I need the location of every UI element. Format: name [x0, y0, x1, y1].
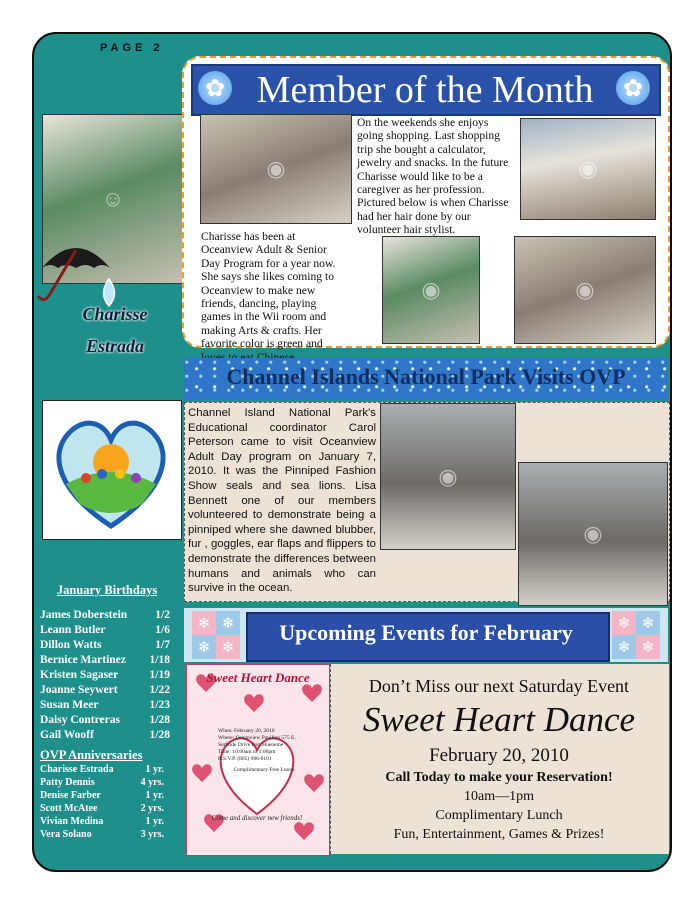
snowflake-icon: ❄ — [612, 611, 636, 635]
anniversary-row — [40, 828, 164, 841]
poster-time-label: Time: — [218, 749, 231, 755]
photo-pinniped-costume — [380, 403, 516, 550]
anniversary-name: Charisse Estrada — [40, 764, 114, 775]
birthdays-section — [32, 578, 182, 848]
birthday-name: Gail Wooff — [40, 729, 94, 741]
camera-icon: ◉ — [578, 156, 598, 181]
birthday-row — [40, 608, 170, 623]
camera-icon: ◉ — [266, 156, 286, 181]
anniversary-name: Denise Farber — [40, 790, 101, 801]
birthday-date: 1/28 — [149, 714, 170, 726]
photo-hair-done — [382, 236, 480, 344]
camera-icon: ◉ — [438, 463, 458, 489]
poster-when-label: When: — [218, 728, 233, 734]
anniversary-row — [40, 815, 164, 828]
snowflake-icon: ❄ — [636, 611, 660, 635]
anniversary-years: 4 yrs. — [140, 777, 164, 788]
poster-title: Sweet Heart Dance — [206, 670, 310, 685]
channel-islands-body: Channel Island National Park's Educational coordinator Carol Peterson came to visit Oceanview Adult Day program on January 7, 2010. It was the Pinniped Fashion Show seals and sea lions. Lisa Bennett one of our members volunteered to demonstrate being a pinniped where she dawned blubber, fur , goggles, ear flaps and flippers to demonstrate the differences between humans and animals who can survive in the ocean. — [188, 407, 376, 595]
event-fun: Fun, Entertainment, Games & Prizes! — [393, 827, 605, 842]
event-reservation-call: Call Today to make your Reservation! — [385, 770, 613, 785]
poster-rsvp: R.S.V.P. (805) 986-6101 — [218, 756, 272, 762]
snowflake-icon: ❄ — [216, 635, 240, 659]
poster-where-value: Oceanview Pavilion 575 E. Surfside Drive Port Hueneme — [218, 735, 296, 748]
birthday-row — [40, 683, 170, 698]
anniversary-row — [40, 776, 164, 789]
flower-icon: ✿ — [616, 71, 650, 105]
poster-footer: Come and discover new friends! — [211, 814, 303, 822]
poster-where-label: Where: — [218, 735, 235, 741]
anniversary-years: 2 yrs. — [140, 803, 164, 814]
birthday-name: Bernice Martinez — [40, 654, 126, 666]
snowflake-icon: ❄ — [612, 635, 636, 659]
page-label: PAGE 2 — [100, 42, 164, 54]
birthday-name: Daisy Contreras — [40, 714, 120, 726]
flower-icon: ✿ — [198, 71, 232, 105]
anniversary-name: Patty Dennis — [40, 777, 95, 788]
poster-when-value: February 20, 2010 — [234, 728, 275, 734]
birthday-date: 1/23 — [149, 699, 170, 711]
birthday-date: 1/7 — [155, 639, 170, 651]
snowflake-tile — [192, 611, 240, 659]
photo-with-stylist — [514, 236, 656, 344]
member-paragraph-right: On the weekends she enjoys going shopping. Last shopping trip she bought a calculator, jewelry and snacks. In the future Charisse would like to be a caregiver as her profession. Pictured below is when Charisse had her hair done by our volunteer hair stylist. — [357, 116, 509, 237]
birthday-name: Joanne Seywert — [40, 684, 118, 696]
event-date: February 20, 2010 — [429, 745, 569, 766]
birthday-date: 1/28 — [149, 729, 170, 741]
birthday-row — [40, 638, 170, 653]
photo-member-smiling — [520, 118, 656, 220]
camera-icon: ◉ — [583, 521, 603, 546]
anniversary-row — [40, 763, 164, 776]
birthday-row — [40, 653, 170, 668]
upcoming-events-title: Upcoming Events for February — [279, 620, 573, 645]
photo-flippers-demo — [518, 462, 668, 606]
birthday-name: Kristen Sagaser — [40, 669, 119, 681]
heart-kids-icon — [46, 404, 176, 534]
birthday-name: James Doberstein — [40, 609, 128, 621]
camera-icon: ◉ — [575, 277, 595, 302]
birthday-date: 1/19 — [149, 669, 170, 681]
anniversaries-list — [32, 763, 182, 841]
birthdays-heading: January Birthdays — [56, 583, 158, 597]
poster-lunch: Complimentary Free Lunch — [233, 767, 295, 773]
event-time: 10am—1pm — [464, 789, 534, 804]
anniversary-row — [40, 802, 164, 815]
anniversary-years: 3 yrs. — [140, 829, 164, 840]
channel-islands-title: Channel Islands National Park Visits OVP — [226, 364, 626, 389]
snowflake-tile — [612, 611, 660, 659]
birthday-row — [40, 668, 170, 683]
poster-time-value: 10:00am to 1:00pm — [232, 749, 276, 755]
birthday-row — [40, 623, 170, 638]
poster-details — [218, 728, 310, 774]
event-teaser: Don’t Miss our next Saturday Event — [368, 676, 630, 696]
member-first-name: Charisse — [82, 304, 148, 324]
birthdays-list — [32, 608, 182, 743]
birthday-row — [40, 698, 170, 713]
birthday-row — [40, 713, 170, 728]
anniversary-name: Scott McAtee — [40, 803, 98, 814]
birthday-date: 1/22 — [149, 684, 170, 696]
snowflake-icon: ❄ — [192, 611, 216, 635]
event-lunch: Complimentary Lunch — [435, 808, 563, 823]
person-icon: ☺ — [101, 186, 125, 211]
anniversary-name: Vera Solano — [40, 829, 92, 840]
event-name: Sweet Heart Dance — [362, 700, 636, 739]
birthday-name: Susan Meer — [40, 699, 99, 711]
birthday-row — [40, 728, 170, 743]
snowflake-icon: ❄ — [216, 611, 240, 635]
snowflake-icon: ❄ — [192, 635, 216, 659]
birthday-date: 1/18 — [149, 654, 170, 666]
anniversary-years: 1 yr. — [145, 764, 164, 775]
anniversaries-heading: OVP Anniversaries — [40, 748, 143, 762]
member-last-name: Estrada — [85, 336, 145, 356]
camera-icon: ◉ — [421, 277, 441, 302]
photo-group-girls — [200, 114, 352, 224]
birthday-date: 1/6 — [155, 624, 170, 636]
snowflake-icon: ❄ — [636, 635, 660, 659]
birthday-name: Dillon Watts — [40, 639, 102, 651]
member-paragraph-left: Charisse has been at Oceanview Adult & Senior Day Program for a year now. She says she likes coming to Oceanview to make new friends, dancing, playing games in the Wii room and making Arts & crafts. Her favorite color is green and — [201, 230, 336, 351]
anniversary-years: 1 yr. — [145, 816, 164, 827]
anniversary-name: Vivian Medina — [40, 816, 104, 827]
member-of-month-title: Member of the Month — [256, 69, 594, 111]
birthday-name: Leann Butler — [40, 624, 106, 636]
birthday-date: 1/2 — [155, 609, 170, 621]
anniversary-years: 1 yr. — [145, 790, 164, 801]
anniversary-row — [40, 789, 164, 802]
